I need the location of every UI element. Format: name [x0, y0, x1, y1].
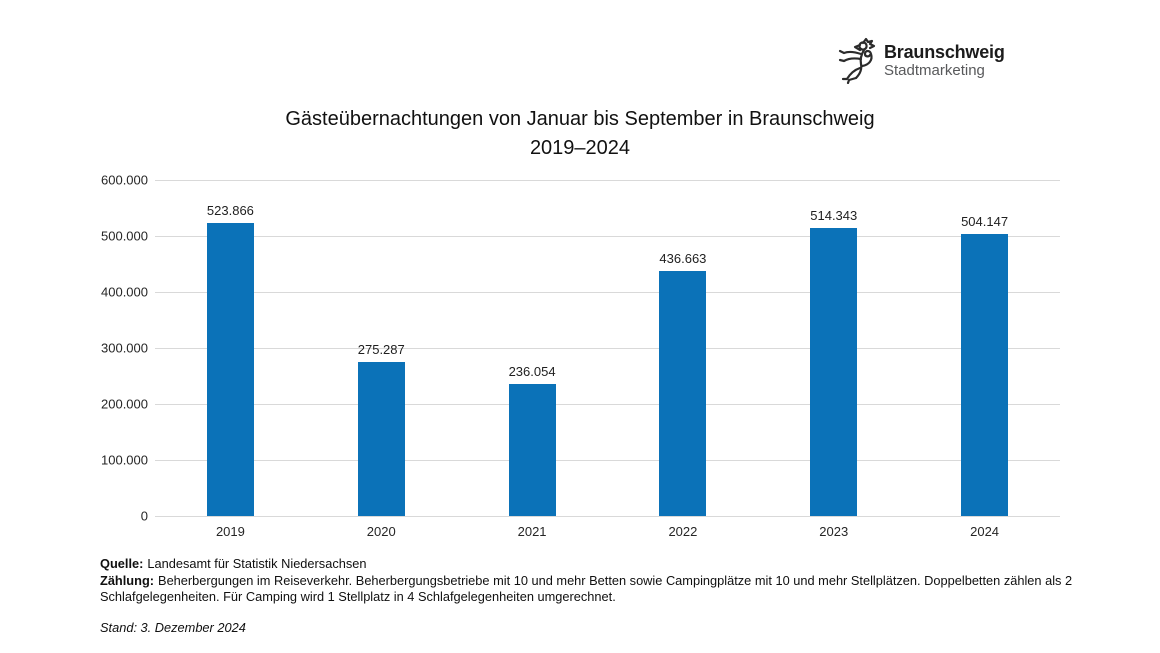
gridline — [155, 404, 1060, 405]
bar-2019 — [207, 223, 254, 516]
x-tick-label: 2024 — [970, 524, 1000, 539]
x-tick-label: 2021 — [517, 524, 547, 539]
bar-2020 — [358, 362, 405, 516]
braunschweig-lion-icon — [836, 37, 876, 84]
chart-title-line1: Gästeübernachtungen von Januar bis September in Braunschweig — [285, 108, 875, 130]
count-text: Beherbergungen im Reiseverkehr. Beherbergungsbetriebe mit 10 und mehr Betten sowie Campingplätze mit 10 und mehr Stellplätzen. Doppelbetten zählen als 2 Schlafgelegenheiten. Für Camping wird 1 Stellplatz in 4 Schlafgelegenheiten umgerechnet. — [100, 572, 1073, 604]
x-axis — [155, 521, 1060, 543]
bar-2023 — [810, 228, 857, 516]
footnotes — [100, 556, 1110, 636]
x-tick-label: 2020 — [366, 524, 396, 539]
source-label: Quelle: — [100, 556, 144, 571]
bar-value-label: 436.663 — [659, 251, 707, 267]
y-axis — [58, 172, 148, 524]
logo — [836, 37, 1005, 84]
chart-title — [0, 105, 1160, 163]
y-tick-label: 100.000 — [101, 452, 148, 468]
logo-brand: Braunschweig — [884, 41, 1005, 62]
source-text: Landesamt für Statistik Niedersachsen — [147, 556, 367, 571]
gridline — [155, 348, 1060, 349]
bar-value-label: 275.287 — [357, 341, 405, 357]
logo-text — [884, 42, 1005, 80]
bar-value-label: 504.147 — [961, 213, 1009, 229]
gridline — [155, 292, 1060, 293]
bar-2021 — [509, 384, 556, 516]
x-tick-label: 2023 — [819, 524, 849, 539]
bar-value-label: 523.866 — [206, 202, 254, 218]
bar-value-label: 236.054 — [508, 363, 556, 379]
count-note — [100, 573, 1110, 606]
y-tick-label: 600.000 — [101, 172, 148, 188]
x-tick-label: 2022 — [668, 524, 698, 539]
gridline — [155, 460, 1060, 461]
gridline — [155, 516, 1060, 517]
y-tick-label: 300.000 — [101, 340, 148, 356]
plot-area — [155, 180, 1060, 516]
y-tick-label: 0 — [140, 508, 148, 524]
bar-value-label: 514.343 — [810, 207, 858, 223]
bar-2022 — [659, 271, 706, 516]
y-tick-label: 400.000 — [101, 284, 148, 300]
as-of-date: Stand: 3. Dezember 2024 — [100, 619, 246, 635]
count-label: Zählung: — [100, 572, 155, 588]
chart-title-line2: 2019–2024 — [529, 137, 631, 159]
y-tick-label: 200.000 — [101, 396, 148, 412]
logo-subtitle: Stadtmarketing — [884, 62, 985, 80]
x-tick-label: 2019 — [215, 524, 245, 539]
y-tick-label: 500.000 — [101, 228, 148, 244]
bar-2024 — [961, 234, 1008, 516]
gridline — [155, 180, 1060, 181]
source-note — [100, 556, 1110, 573]
gridline — [155, 236, 1060, 237]
